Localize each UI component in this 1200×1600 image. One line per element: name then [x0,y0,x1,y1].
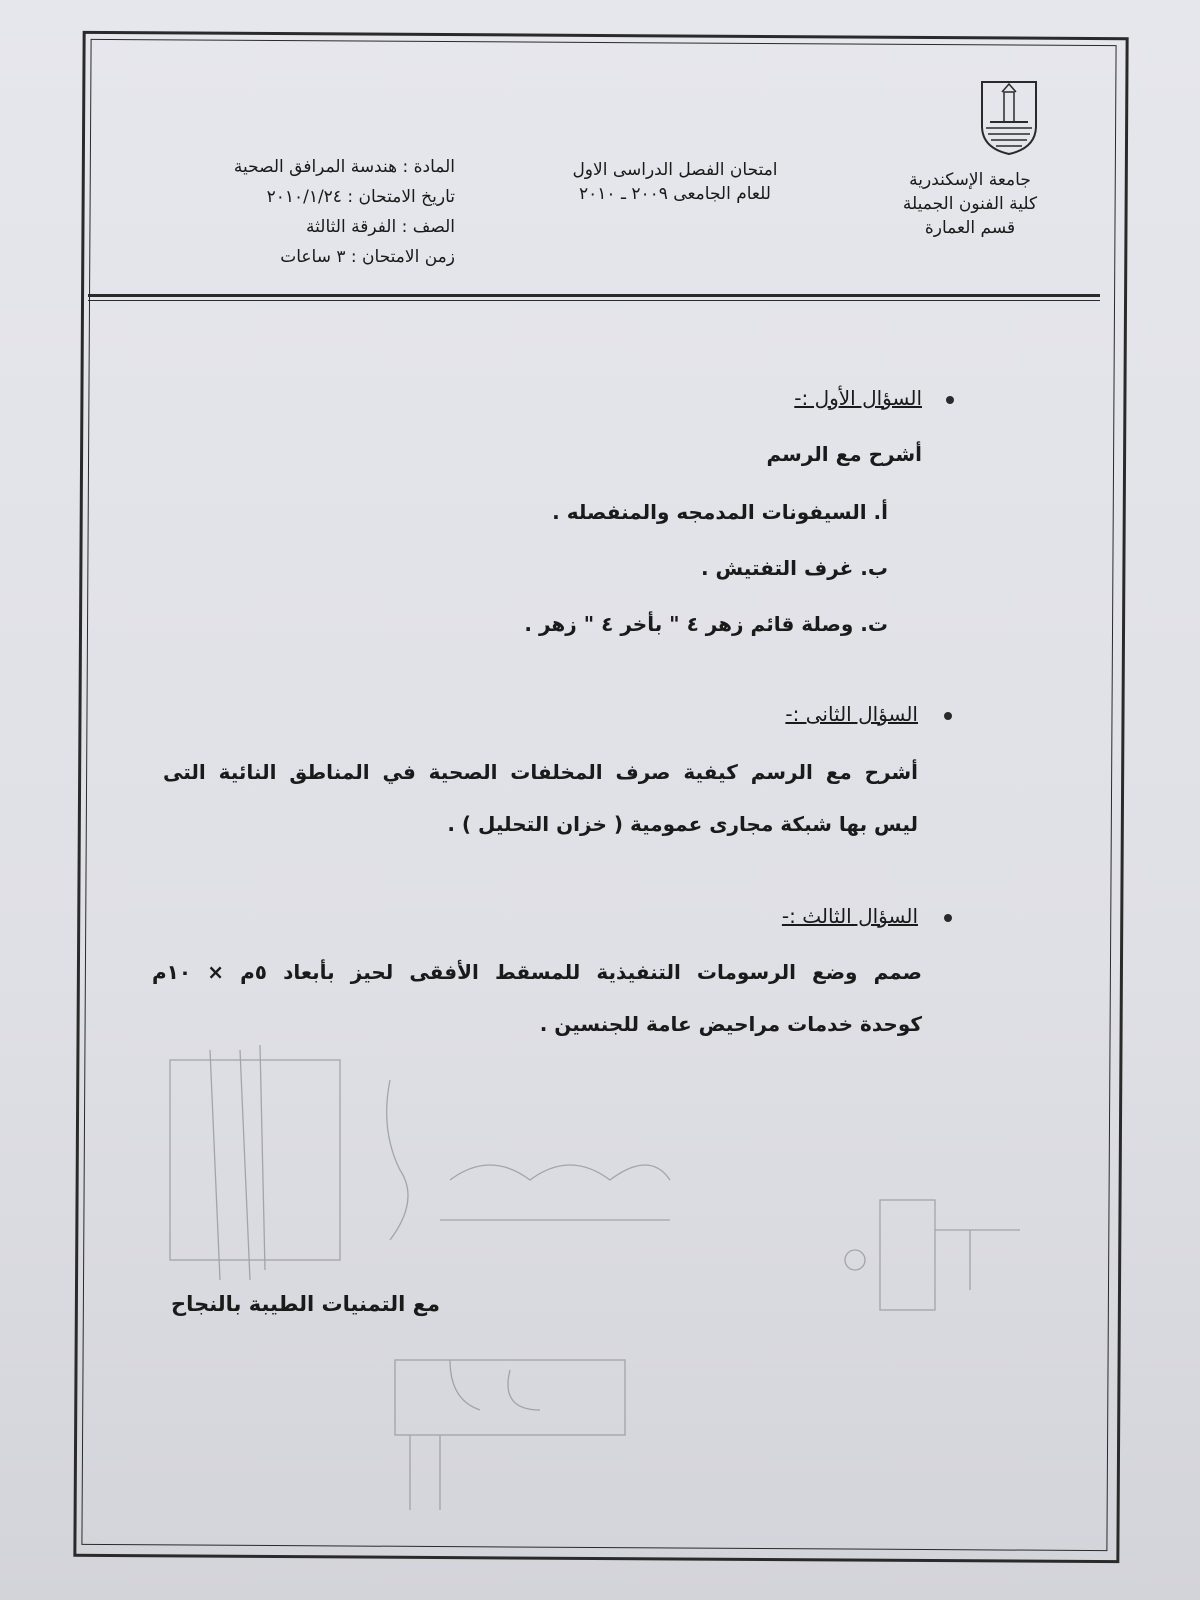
q2-title: السؤال الثانى :- [785,702,918,726]
q3-line1: صمم وضع الرسومات التنفيذية للمسقط الأفقى لحيز بأبعاد ٥م × ١٠م [152,960,923,984]
q2-line2: ليس بها شبكة مجارى عمومية ( خزان التحليل ) . [447,812,918,836]
academic-year: للعام الجامعى ٢٠٠٩ ـ ٢٠١٠ [579,184,771,204]
university-name: جامعة الإسكندرية [909,170,1031,190]
header-divider [88,294,1100,297]
exam-title-block [535,158,815,206]
bullet-icon [944,712,952,720]
q1-item-c: ت. وصلة قائم زهر ٤ " بأخر ٤ " زهر . [524,612,888,636]
q1-title: السؤال الأول :- [794,386,922,410]
header-divider-thin [88,300,1100,301]
department-name: قسم العمارة [924,218,1016,238]
q1-item-a: أ. السيفونات المدمجه والمنفصله . [552,500,888,524]
duration-line: زمن الامتحان : ٣ ساعات [280,247,455,267]
exam-date-line: تاريخ الامتحان : ٢٠١٠/١/٢٤ [266,187,455,207]
q3-title: السؤال الثالث :- [781,904,918,928]
bullet-icon [944,914,952,922]
university-logo-icon [978,78,1040,156]
institution-block [850,168,1090,240]
faculty-name: كلية الفنون الجميلة [902,194,1038,214]
grade-line: الصف : الفرقة الثالثة [306,217,455,237]
bullet-icon [946,396,954,404]
subject-line: المادة : هندسة المرافق الصحية [233,157,455,177]
closing-remark: مع التمنيات الطيبة بالنجاح [171,1292,440,1316]
q3-line2: كوحدة خدمات مراحيض عامة للجنسين . [539,1012,922,1036]
exam-info-block [195,152,455,272]
exam-title: امتحان الفصل الدراسى الاول [572,160,778,180]
q1-item-b: ب. غرف التفتيش . [700,556,888,580]
q2-line1: أشرح مع الرسم كيفية صرف المخلفات الصحية في المناطق النائية التى [163,760,918,784]
q1-prompt: أشرح مع الرسم [766,442,922,466]
